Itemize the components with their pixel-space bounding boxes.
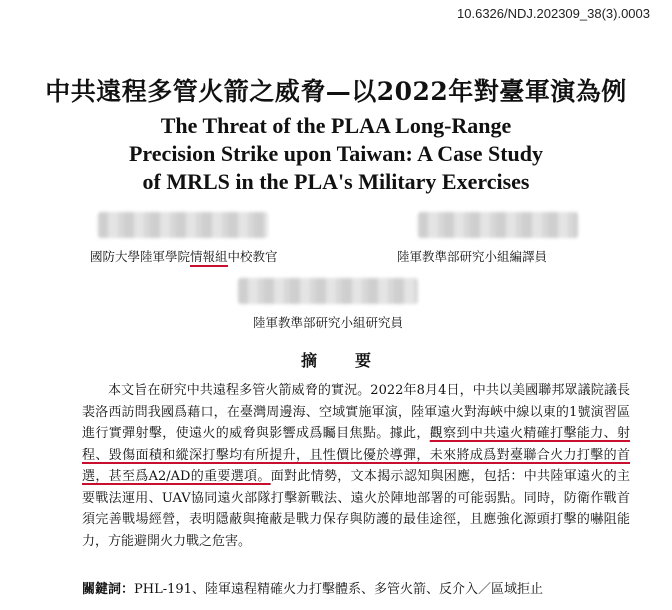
title-english-line-2: Precision Strike upon Taiwan: A Case Study	[128, 141, 544, 166]
author-affiliation-3: 陸軍教準部研究小組研究員	[253, 315, 404, 330]
abstract-heading: 摘要	[300, 351, 409, 370]
author-name-3-redacted	[238, 278, 418, 304]
abstract-text-2: 面對此情勢，文本揭示認知與困應，包括：中共陸軍遠火的主要戰法運用、UAV協同遠火部隊打擊新戰法、遠火於陣地部署的可能弱點。同時，防衛作戰首須完善戰場經營，表明隱蔽與掩蔽是戰力保存與防護的最佳途徑，且應強化源頭打擊的嚇阻能力，方能避開火力戰之危害。	[82, 469, 630, 549]
author-affiliation-2: 陸軍教準部研究小組編譯員	[397, 249, 548, 264]
abstract-body	[82, 380, 630, 552]
abstract-paragraph	[82, 380, 630, 552]
author-name-2-redacted	[418, 212, 578, 238]
affiliation-1-suffix: 中校教官	[227, 249, 278, 264]
title-chinese: 中共遠程多管火箭之威脅—以2022年對臺軍演為例	[45, 77, 627, 106]
affiliation-1-prefix: 國防大學陸軍學院	[90, 249, 191, 264]
keywords-value: PHL-191、陸軍遠程精確火力打擊體系、多管火箭、反介入／區域拒止	[134, 582, 543, 597]
author-affiliation-1	[90, 247, 278, 265]
title-english-line-3: of MRLS in the PLA's Military Exercises	[142, 169, 530, 194]
author-name-1-redacted	[98, 212, 268, 238]
title-english	[0, 112, 672, 196]
doi-text: 10.6326/NDJ.202309_38(3).0003	[457, 6, 650, 21]
affiliation-1-underlined: 情報組	[190, 249, 228, 267]
abstract-text-1: 本文旨在研究中共遠程多管火箭威脅的實況。2022年8月4日，中共以美國聯邦眾議院議長裴洛西訪問我國爲藉口，在臺灣周邊海、空域實施軍演，陸軍遠火對海峽中線以東的1號演習區進行實彈射擊，使遠火的威脅與影響成爲矚目焦點。據此，	[82, 383, 630, 441]
keywords-label: 關鍵詞：	[82, 582, 135, 597]
abstract-highlighted-text: 觀察到中共遠火精確打擊能力、射程、毀傷面積和縱深打擊均有所提升，且性價比優於導彈，未來將成爲對臺聯合火力打擊的首選，甚至爲A2/AD的重要選項。	[82, 426, 630, 484]
keywords-line	[82, 578, 543, 597]
title-english-line-1: The Threat of the PLAA Long-Range	[160, 113, 512, 138]
